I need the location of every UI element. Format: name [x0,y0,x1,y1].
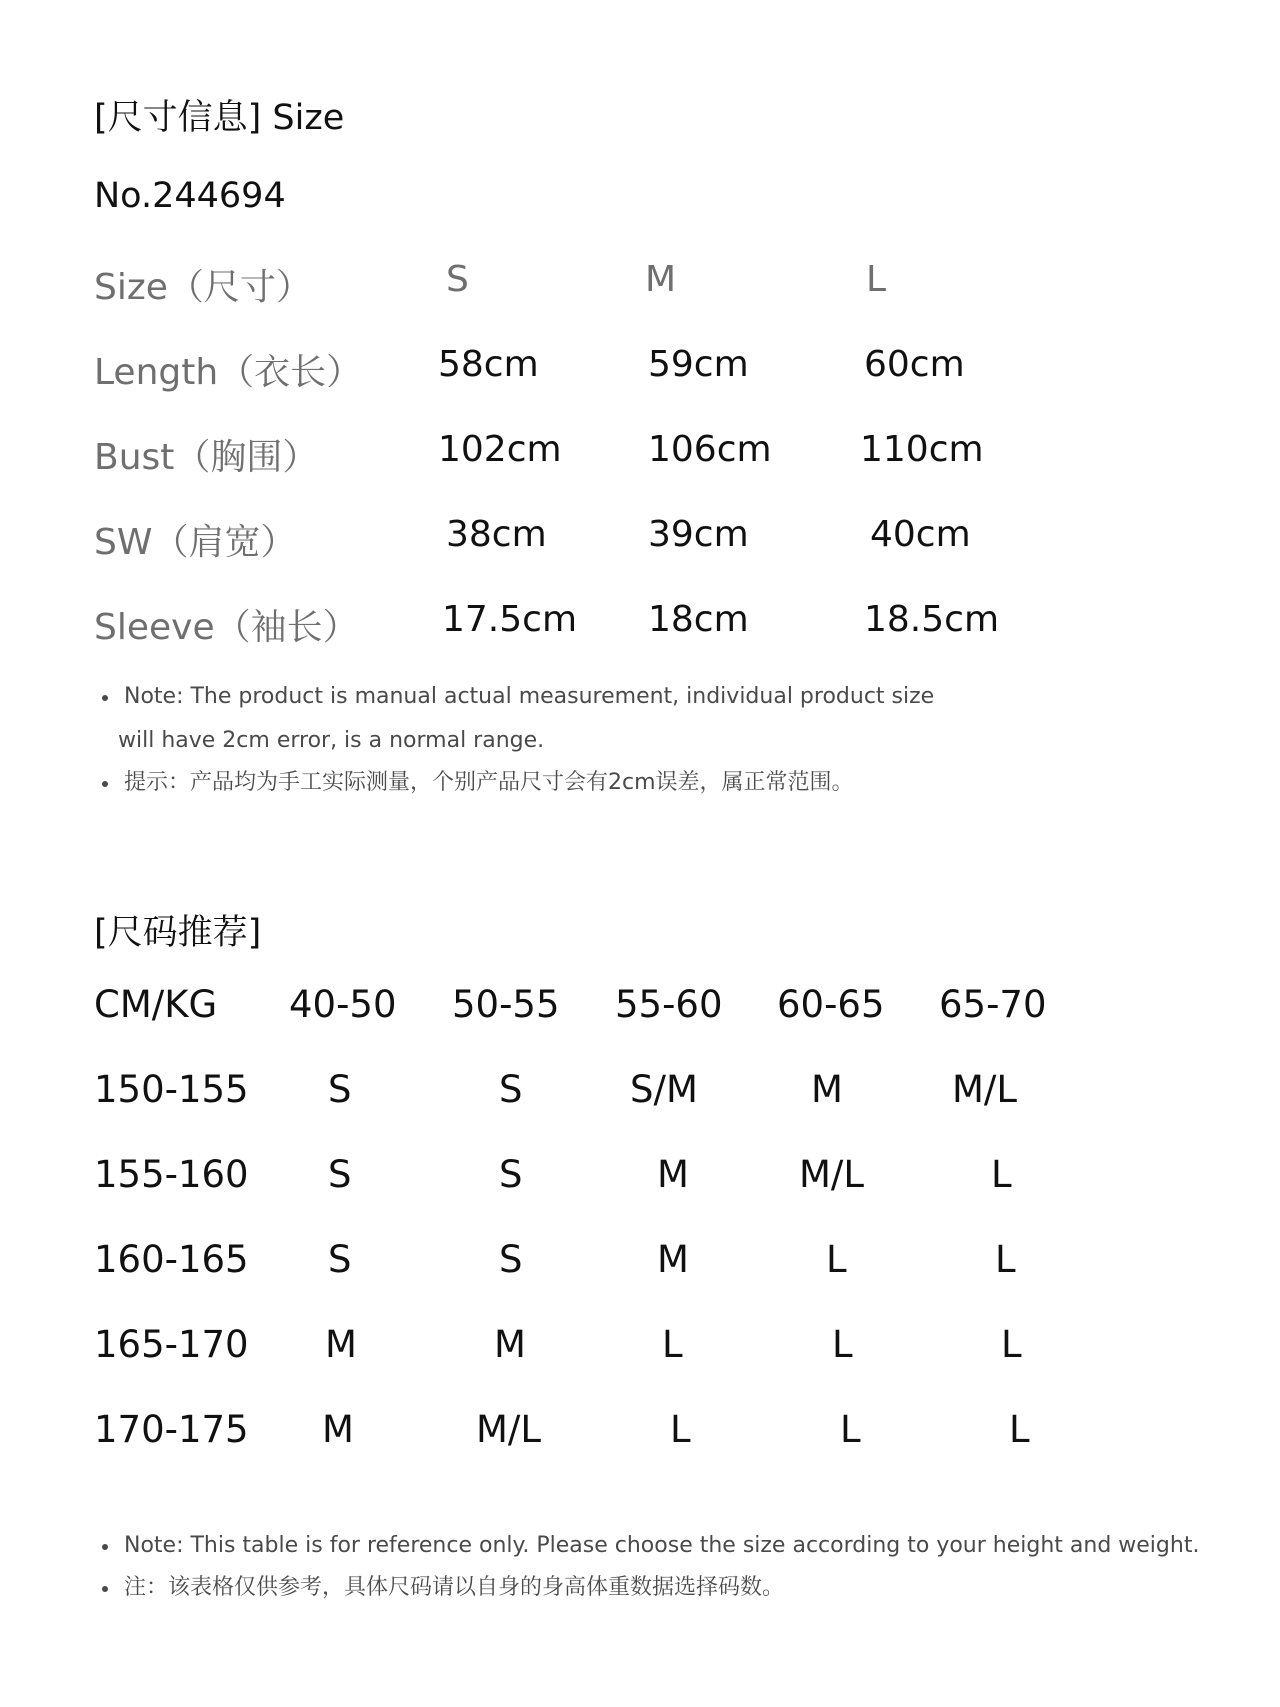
bust-l: 110cm [860,429,984,470]
length-label: Length（衣长） [94,352,363,393]
rec-cell: M/L [952,1068,1018,1111]
rec-cell: L [832,1323,853,1366]
rec-note-en: Note: This table is for reference only. Please choose the size according to your height and weight. [124,1533,1200,1558]
rec-cell: M [657,1238,689,1281]
rec-cell: M/L [476,1408,542,1451]
sleeve-m: 18cm [648,599,749,640]
rec-cell: L [826,1238,847,1281]
rec-row-height: 150-155 [94,1068,249,1111]
rec-cell: M [322,1408,354,1451]
shoulder-width-m: 39cm [648,514,749,555]
sleeve-label: Sleeve（袖长） [94,607,359,648]
size-header-l: L [866,259,887,300]
rec-row-height: 160-165 [94,1238,249,1281]
rec-cell: S [499,1068,523,1111]
size-note-en-line1: Note: The product is manual actual measurement, individual product size [124,684,935,709]
rec-cell: M [811,1068,843,1111]
rec-cell: L [662,1323,683,1366]
rec-cell: L [670,1408,691,1451]
rec-header-weight: 60-65 [777,983,885,1026]
rec-cell: S [328,1153,352,1196]
rec-cell: L [840,1408,861,1451]
shoulder-width-s: 38cm [446,514,547,555]
rec-cell: S [328,1238,352,1281]
rec-row-height: 170-175 [94,1408,249,1451]
rec-header-cm-kg: CM/KG [94,983,218,1026]
rec-cell: M [657,1153,689,1196]
bust-label: Bust（胸围） [94,437,319,478]
rec-cell: S [499,1238,523,1281]
rec-cell: S [328,1068,352,1111]
shoulder-width-l: 40cm [870,514,971,555]
size-note-cn: 提示：产品均为手工实际测量，个别产品尺寸会有2cm误差，属正常范围。 [124,770,854,795]
note-bullet [102,695,108,701]
sleeve-l: 18.5cm [864,599,1000,640]
note-bullet [102,1586,108,1592]
size-header-label: Size（尺寸） [94,267,312,308]
length-l: 60cm [864,344,965,385]
rec-cell: M/L [799,1153,865,1196]
size-header-m: M [645,259,677,300]
bust-s: 102cm [438,429,562,470]
rec-cell: M [494,1323,526,1366]
rec-header-weight: 65-70 [939,983,1047,1026]
length-m: 59cm [648,344,749,385]
sleeve-s: 17.5cm [442,599,578,640]
rec-cell: L [991,1153,1012,1196]
size-note-en-line2: will have 2cm error, is a normal range. [118,728,545,753]
size-header-s: S [446,259,469,300]
rec-row-height: 155-160 [94,1153,249,1196]
rec-cell: L [1009,1408,1030,1451]
rec-header-weight: 55-60 [615,983,723,1026]
note-bullet [102,1544,108,1550]
size-info-title: [尺寸信息] Size [94,98,345,138]
rec-cell: L [1001,1323,1022,1366]
rec-cell: M [325,1323,357,1366]
rec-header-weight: 50-55 [452,983,560,1026]
rec-cell: S [499,1153,523,1196]
shoulder-width-label: SW（肩宽） [94,522,297,563]
rec-header-weight: 40-50 [289,983,397,1026]
note-bullet [102,781,108,787]
rec-cell: S/M [630,1068,698,1111]
rec-note-cn: 注：该表格仅供参考，具体尺码请以自身的身高体重数据选择码数。 [124,1575,785,1600]
bust-m: 106cm [648,429,772,470]
recommendation-title: [尺码推荐] [94,913,262,953]
rec-cell: L [995,1238,1016,1281]
rec-row-height: 165-170 [94,1323,249,1366]
product-number: No.244694 [94,176,286,216]
length-s: 58cm [438,344,539,385]
